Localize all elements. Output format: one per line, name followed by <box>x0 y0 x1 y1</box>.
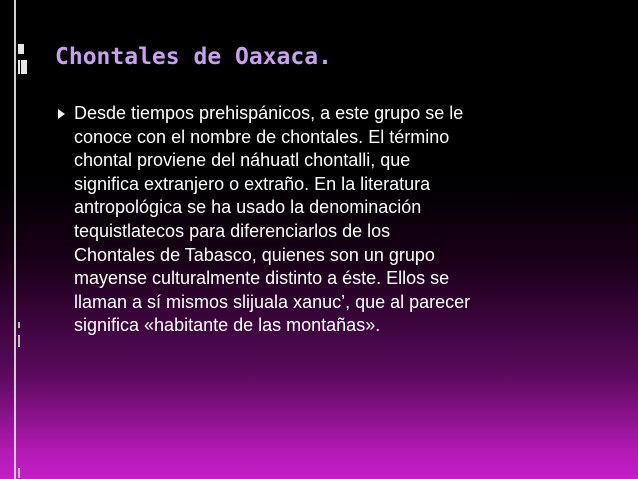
bullet-text: Desde tiempos prehispánicos, a este grupo se le conoce con el nombre de chontales. El término chontal proviene del náhuatl chontalli, que significa extranjero o extraño. En la literatura antropológica se ha usado la denominación tequistlatecos para diferenciarlos de los Chontales de Tabasco, quienes son un grupo mayense culturalmente distinto a éste. Ellos se llaman a sí mismos slijuala xanuc’, que al parecer significa «habitante de las montañas». <box>74 103 471 336</box>
accent-bar <box>18 322 20 328</box>
accent-bar <box>18 468 20 478</box>
slide-title: Chontales de Oaxaca. <box>55 44 332 70</box>
accent-bar <box>18 335 20 347</box>
left-border-line <box>14 0 16 479</box>
accent-bar <box>18 44 24 54</box>
accent-bar <box>18 60 20 74</box>
triangle-bullet-icon <box>58 109 65 119</box>
accent-bar <box>21 60 27 74</box>
